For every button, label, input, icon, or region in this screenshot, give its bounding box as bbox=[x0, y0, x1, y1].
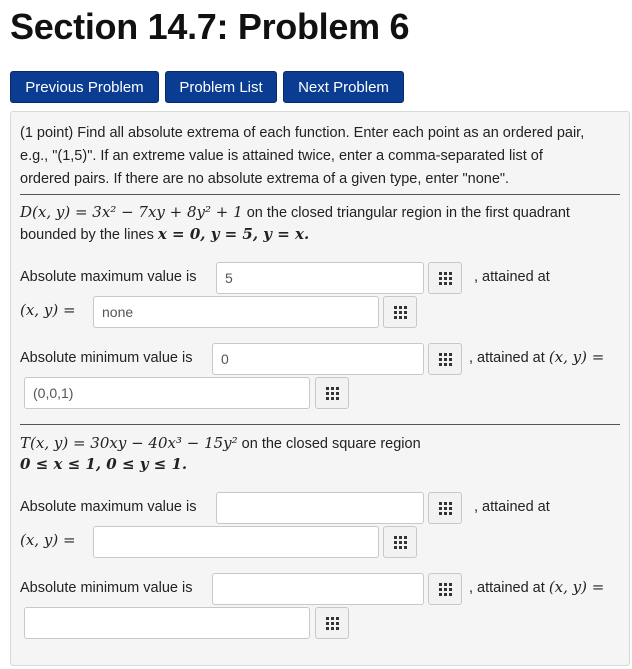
part1-min-point-input[interactable]: (0,0,1) bbox=[24, 377, 310, 409]
part2-min-xy-label: (x, y) = bbox=[548, 578, 605, 596]
previous-problem-button[interactable]: Previous Problem bbox=[10, 71, 159, 103]
part2-xy-label: (x, y) = bbox=[20, 531, 76, 549]
part2-min-label: Absolute minimum value is bbox=[20, 580, 193, 596]
part2-description1: on the closed square region bbox=[237, 436, 421, 452]
part1-function: D(x, y) = 3x² − 7xy + 8y² + 1 bbox=[20, 203, 243, 221]
page-title: Section 14.7: Problem 6 bbox=[10, 6, 410, 47]
problem-list-button[interactable]: Problem List bbox=[165, 71, 277, 103]
part1-statement-line2 bbox=[20, 224, 309, 246]
part2-min-value-keypad-button[interactable] bbox=[428, 573, 462, 605]
part1-max-label: Absolute maximum value is bbox=[20, 269, 197, 285]
keypad-icon bbox=[326, 617, 340, 631]
part1-statement-line1 bbox=[20, 202, 570, 224]
part1-attained-at-label: , attained at bbox=[474, 269, 550, 285]
part1-min-attained bbox=[469, 347, 604, 369]
keypad-icon bbox=[439, 583, 453, 597]
part1-lines: x = 0, y = 5, y = x. bbox=[157, 225, 310, 243]
part1-min-label: Absolute minimum value is bbox=[20, 350, 193, 366]
part1-max-value-keypad-button[interactable] bbox=[428, 262, 462, 294]
part2-max-label: Absolute maximum value is bbox=[20, 499, 197, 515]
intro-line-1: (1 point) Find all absolute extrema of each function. Enter each point as an ordered pair, bbox=[20, 125, 585, 141]
part1-description1: on the closed triangular region in the first quadrant bbox=[242, 205, 570, 221]
keypad-icon bbox=[326, 387, 340, 401]
part1-min-value-input[interactable]: 0 bbox=[212, 343, 424, 375]
part1-min-point-keypad-button[interactable] bbox=[315, 377, 349, 409]
part2-min-point-input[interactable] bbox=[24, 607, 310, 639]
keypad-icon bbox=[439, 272, 453, 286]
part2-min-attained-label: , attained at bbox=[469, 580, 549, 596]
intro-line-2: e.g., "(1,5)". If an extreme value is attained twice, enter a comma-separated list of bbox=[20, 148, 543, 164]
keypad-icon bbox=[439, 353, 453, 367]
keypad-icon bbox=[394, 306, 408, 320]
part2-min-point-keypad-button[interactable] bbox=[315, 607, 349, 639]
part2-statement-line1 bbox=[20, 433, 421, 455]
part2-function: T(x, y) = 30xy − 40x³ − 15y² bbox=[20, 434, 238, 452]
part1-max-value-input[interactable]: 5 bbox=[216, 262, 424, 294]
divider-1 bbox=[20, 194, 620, 195]
intro-line-3: ordered pairs. If there are no absolute extrema of a given type, enter "none". bbox=[20, 171, 510, 187]
problem-panel bbox=[10, 111, 630, 666]
part1-min-xy-label: (x, y) = bbox=[548, 348, 605, 366]
next-problem-button[interactable]: Next Problem bbox=[283, 71, 404, 103]
part1-max-point-input[interactable]: none bbox=[93, 296, 379, 328]
part2-max-point-input[interactable] bbox=[93, 526, 379, 558]
part1-min-attained-label: , attained at bbox=[469, 350, 549, 366]
part1-min-value-keypad-button[interactable] bbox=[428, 343, 462, 375]
part2-min-value-input[interactable] bbox=[212, 573, 424, 605]
part2-min-attained bbox=[469, 577, 604, 599]
part2-region: 0 ≤ x ≤ 1, 0 ≤ y ≤ 1. bbox=[20, 455, 188, 473]
part1-xy-label: (x, y) = bbox=[20, 301, 76, 319]
keypad-icon bbox=[439, 502, 453, 516]
divider-2 bbox=[20, 424, 620, 425]
part2-max-value-input[interactable] bbox=[216, 492, 424, 524]
keypad-icon bbox=[394, 536, 408, 550]
part2-max-point-keypad-button[interactable] bbox=[383, 526, 417, 558]
part1-max-point-keypad-button[interactable] bbox=[383, 296, 417, 328]
part2-max-value-keypad-button[interactable] bbox=[428, 492, 462, 524]
part2-attained-at-label: , attained at bbox=[474, 499, 550, 515]
part1-description2: bounded by the lines bbox=[20, 227, 158, 243]
